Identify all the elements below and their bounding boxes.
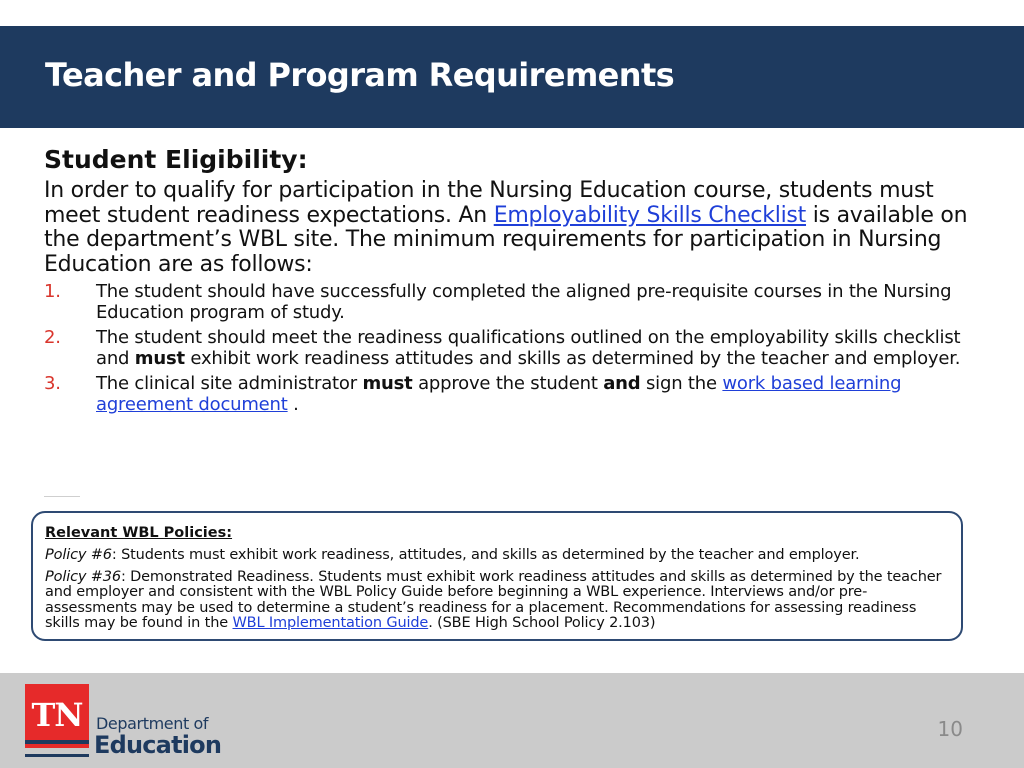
- policy-36: [45, 570, 955, 632]
- footer: [0, 673, 1024, 768]
- employability-checklist-link[interactable]: Employability Skills Checklist: [493, 202, 807, 228]
- eligibility-intro: [44, 179, 974, 277]
- title-bar: [0, 26, 1024, 128]
- list-number: 3.: [44, 373, 61, 394]
- policy-36-text: : Demonstrated Readiness. Students must exhibit work readiness attitudes and skills as determined by the teacher and employer and consistent with the WBL Policy Guide before beginning a WBL experience. Interviews and/or pre-assessments may be used to determine a student’s readiness for a placement. Recommendations for assessing readiness skills may be found in the: [45, 568, 942, 631]
- requirements-list: [44, 281, 974, 415]
- policy-box: [31, 511, 963, 641]
- emphasis-must: must: [362, 373, 413, 394]
- education-label: Education: [94, 731, 222, 759]
- page-number: 10: [937, 717, 963, 741]
- list-item-text: The student should meet the readiness qualifications outlined on the employability skills checklist and: [96, 327, 961, 369]
- slide-title: Teacher and Program Requirements: [45, 56, 675, 94]
- list-number: 2.: [44, 327, 61, 348]
- list-item-text: approve the student: [412, 373, 604, 394]
- policy-heading: Relevant WBL Policies:: [45, 525, 233, 541]
- eligibility-heading: Student Eligibility:: [44, 145, 308, 174]
- policy-36-end: . (SBE High School Policy 2.103): [428, 615, 656, 631]
- emphasis-and: and: [603, 373, 641, 394]
- list-item: [44, 281, 974, 323]
- divider: [44, 496, 80, 497]
- wbl-agreement-link[interactable]: work based learning agreement document: [96, 373, 902, 415]
- eligibility-section: [44, 145, 974, 419]
- policy-6: [45, 548, 955, 564]
- policy-6-label: Policy #6: [45, 547, 112, 563]
- wbl-implementation-guide-link[interactable]: WBL Implementation Guide: [232, 615, 429, 631]
- list-item-text: The student should have successfully completed the aligned pre-requisite courses in the Nursing Education program of study.: [96, 281, 952, 323]
- tn-logo-text: TN: [31, 696, 83, 734]
- list-item-text: .: [287, 394, 299, 415]
- tn-logo: [25, 684, 89, 748]
- logo-underline: [25, 754, 89, 757]
- policy-6-text: : Students must exhibit work readiness, attitudes, and skills as determined by the teacher and employer.: [111, 547, 860, 563]
- policy-36-label: Policy #36: [45, 568, 121, 585]
- list-item: [44, 327, 974, 369]
- list-item-text: The clinical site administrator: [96, 373, 363, 394]
- emphasis-must: must: [134, 348, 185, 369]
- logo-bar: [25, 740, 89, 744]
- department-label: Department of: [96, 714, 209, 733]
- list-number: 1.: [44, 281, 61, 302]
- intro-text-1: In order to qualify for participation in the Nursing Education course, students must meet student readiness expectations. An: [44, 178, 934, 228]
- list-item-text: sign the: [640, 373, 723, 394]
- intro-text-2: is available on the department’s WBL site. The minimum requirements for participation in Nursing Education are as follows:: [44, 202, 968, 277]
- list-item-text: exhibit work readiness attitudes and skills as determined by the teacher and employer.: [184, 348, 961, 369]
- list-item: [44, 373, 974, 415]
